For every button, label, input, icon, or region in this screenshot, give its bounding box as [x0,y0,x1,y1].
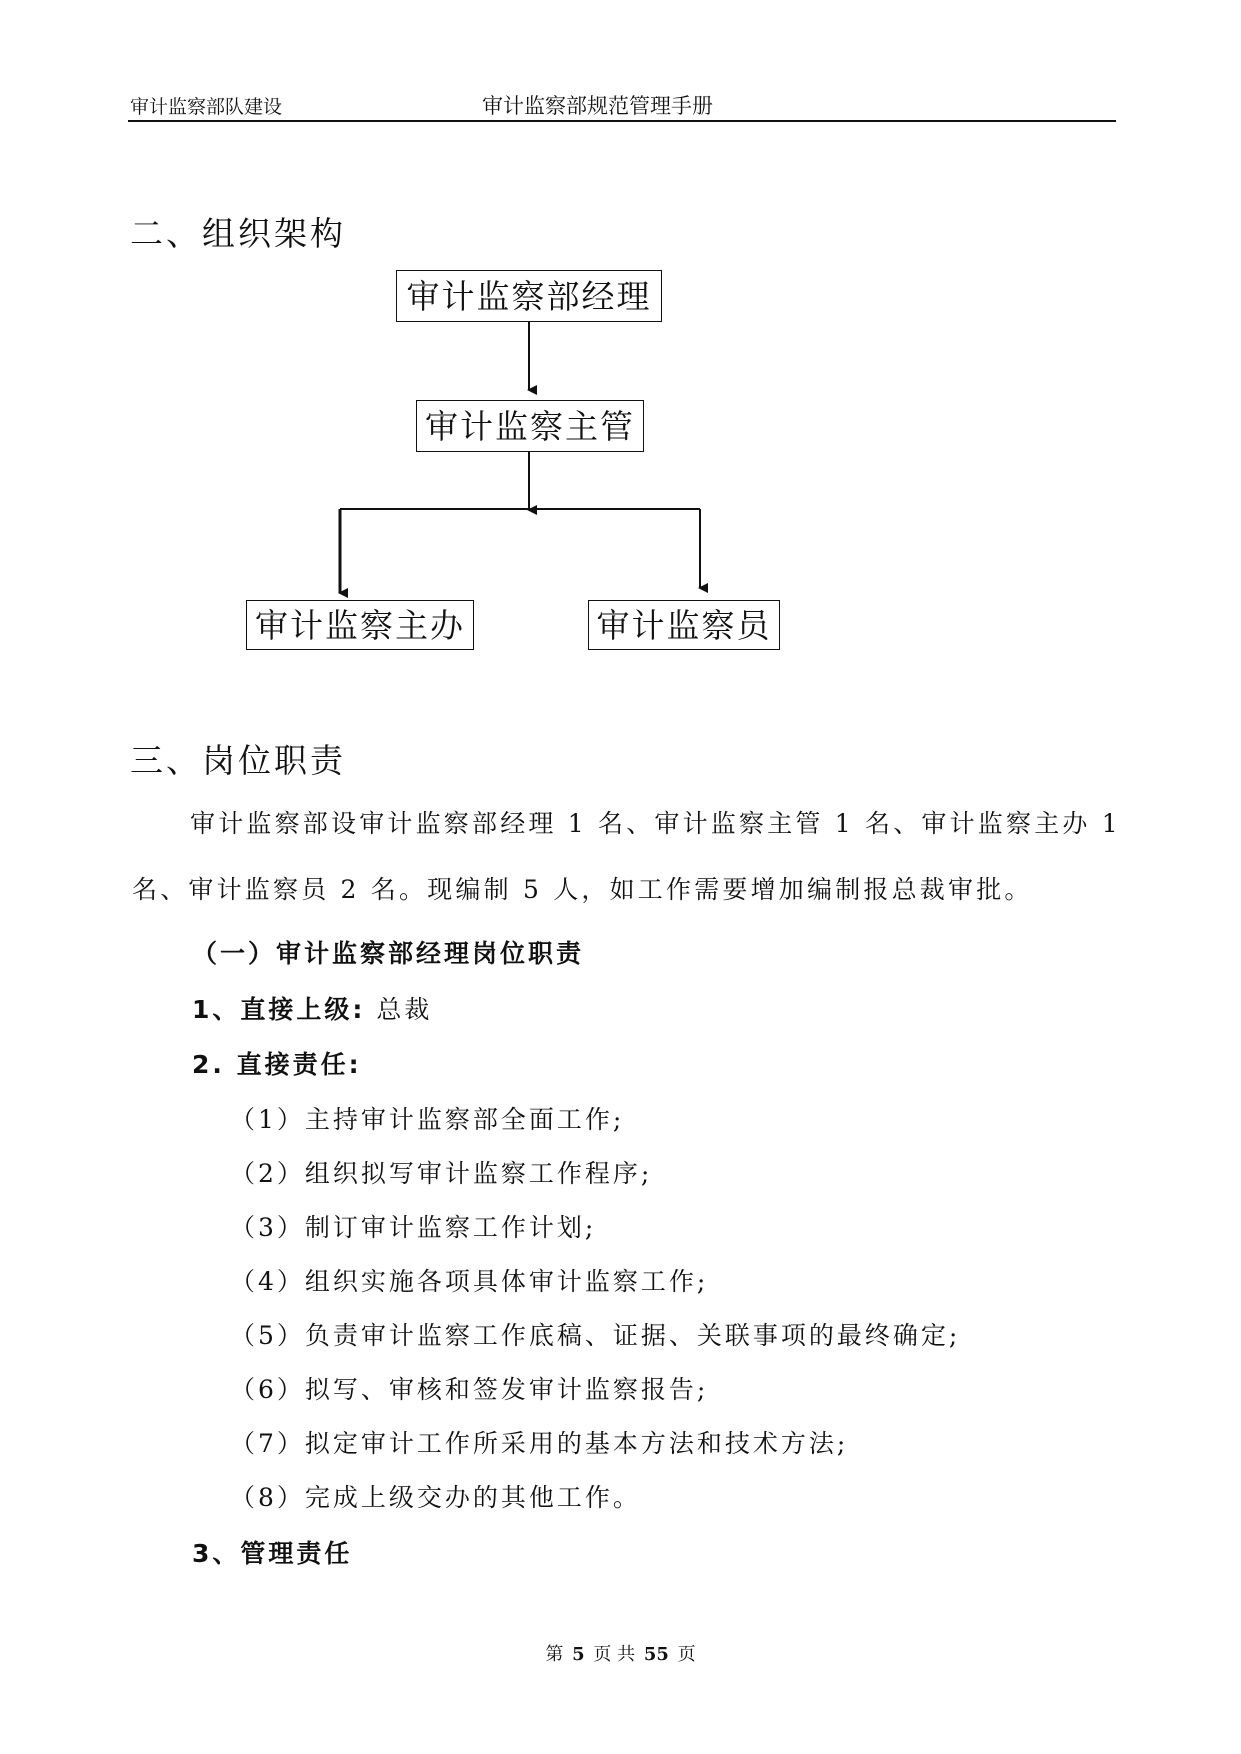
duty-item: （2）组织拟写审计监察工作程序; [230,1159,653,1188]
duty-item: （6）拟写、审核和签发审计监察报告; [230,1375,709,1404]
section-heading-duties: 三、岗位职责 [130,741,346,780]
header-left-title: 审计监察部队建设 [130,96,283,118]
org-node-officer: 审计监察主办 [246,600,474,650]
org-chart-connectors [0,0,1241,700]
page-footer [0,1640,1241,1666]
management-duties-label: 3、管理责任 [192,1539,353,1568]
duty-item: （3）制订审计监察工作计划; [230,1213,597,1242]
footer-suffix: 页 [677,1644,696,1665]
duty-item: （4）组织实施各项具体审计监察工作; [230,1267,709,1296]
footer-total-pages: 55 [643,1644,669,1665]
footer-prefix: 第 [545,1644,564,1665]
org-node-manager: 审计监察部经理 [396,270,662,322]
header-center-title: 审计监察部规范管理手册 [482,94,713,118]
direct-superior-label: 1、直接上级: [192,995,366,1024]
subsection-title-manager: （一）审计监察部经理岗位职责 [192,939,585,968]
duty-item: （1）主持审计监察部全面工作; [230,1105,625,1134]
org-node-supervisor: 审计监察主管 [416,400,644,452]
duty-item: （8）完成上级交办的其他工作。 [230,1483,641,1512]
footer-mid: 页 共 [593,1644,636,1665]
intro-paragraph-line1: 审计监察部设审计监察部经理 1 名、审计监察主管 1 名、审计监察主办 1 [190,809,1121,838]
direct-superior-row [192,990,432,1026]
direct-superior-value: 总裁 [376,995,433,1024]
duty-item: （5）负责审计监察工作底稿、证据、关联事项的最终确定; [230,1321,961,1350]
intro-paragraph-line2: 名、审计监察员 2 名。现编制 5 人，如工作需要增加编制报总裁审批。 [132,875,1033,904]
footer-page-number: 5 [572,1644,585,1665]
section-heading-org: 二、组织架构 [130,214,346,253]
direct-duties-label: 2. 直接责任: [192,1050,362,1079]
org-node-staff: 审计监察员 [588,600,780,650]
duty-item: （7）拟定审计工作所采用的基本方法和技术方法; [230,1429,849,1458]
